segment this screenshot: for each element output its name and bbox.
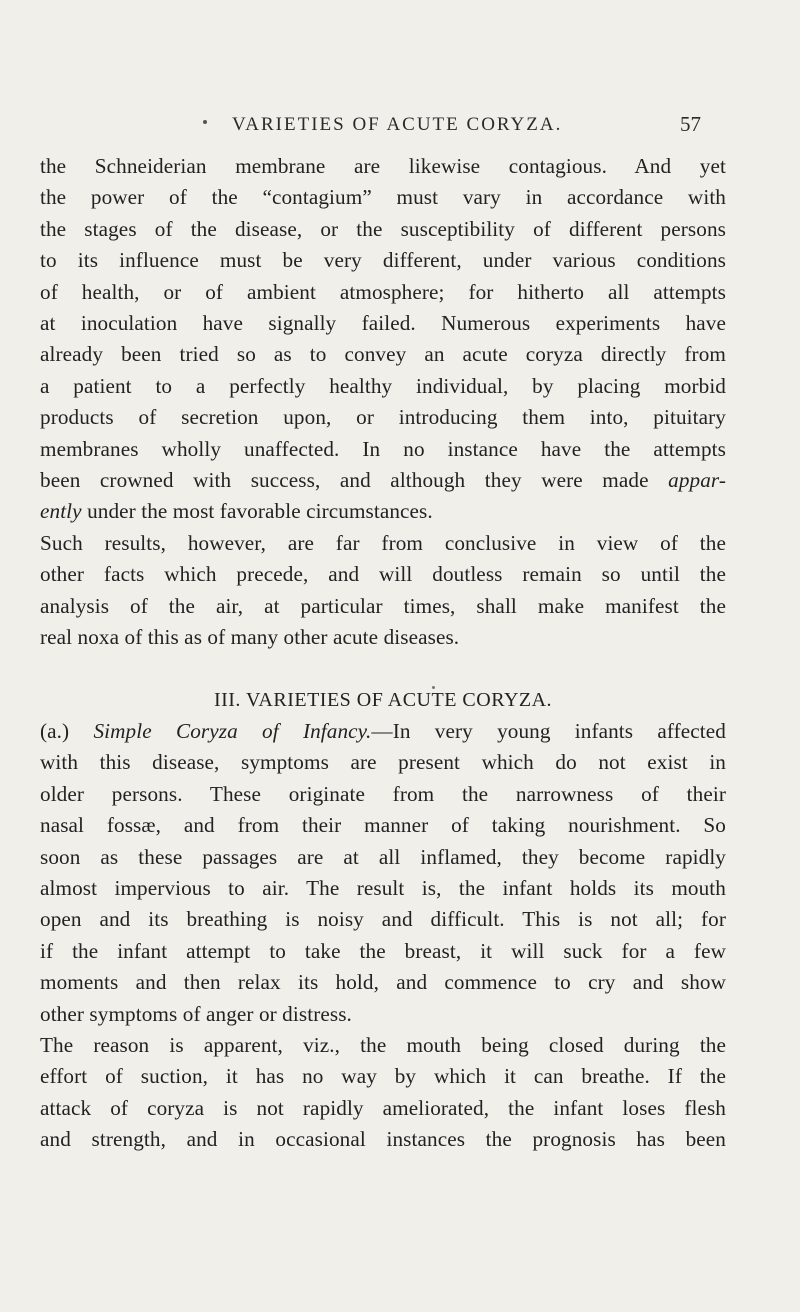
paragraph-2 (40, 528, 726, 654)
text-line: other symptoms of anger or distress. (40, 1001, 352, 1026)
italic-word: appar- (668, 468, 726, 493)
text-line: Such results, however, are far from conclusive in view of the (40, 530, 726, 555)
text-line: almost impervious to air. The result is, the infant holds its mouth (40, 875, 726, 900)
text-line: if the infant attempt to take the breast, it will suck for a few (40, 938, 726, 963)
paragraph-3 (40, 716, 726, 1030)
text-line: a patient to a perfectly healthy individual, by placing morbid (40, 373, 726, 398)
text-line: to its influence must be very different, under various conditions (40, 248, 726, 273)
text-line: other facts which precede, and will doutless remain so until the (40, 562, 726, 587)
header-bullet-mark (203, 120, 207, 124)
text-line: moments and then relax its hold, and commence to cry and show (40, 970, 726, 995)
text-line (40, 496, 726, 527)
text-line: the Schneiderian membrane are likewise contagious. And yet (40, 154, 726, 178)
text-segment: under the most favorable circumstances. (81, 499, 433, 524)
text-line: attack of coryza is not rapidly ameliorated, the infant loses flesh (40, 1095, 726, 1120)
text-line: The reason is apparent, viz., the mouth being closed during the (40, 1032, 726, 1057)
italic-word: ently (40, 499, 82, 524)
text-line: at inoculation have signally failed. Numerous experiments have (40, 311, 726, 336)
text-segment: been crowned with success, and although they were made (40, 468, 649, 493)
print-speck (432, 686, 435, 689)
text-line: membranes wholly unaffected. In no instance have the attempts (40, 436, 726, 461)
body-text (40, 151, 726, 1156)
text-line (40, 465, 726, 496)
subsection-title: Simple Coryza of Infancy. (93, 718, 372, 743)
text-line: open and its breathing is noisy and difficult. This is not all; for (40, 907, 726, 932)
text-line: and strength, and in occasional instances the prognosis has been (40, 1127, 726, 1152)
text-line: the power of the “contagium” must vary in accordance with (40, 185, 726, 210)
text-line: effort of suction, it has no way by which it can breathe. If the (40, 1064, 726, 1089)
text-line: older persons. These originate from the narrowness of their (40, 781, 726, 806)
text-line: analysis of the air, at particular times, shall make manifest the (40, 593, 726, 618)
paragraph-4 (40, 1030, 726, 1156)
running-head (0, 112, 800, 142)
paragraph-1 (40, 151, 726, 528)
section-heading: III. VARIETIES OF ACUTE CORYZA. (213, 688, 553, 711)
text-line: the stages of the disease, or the susceptibility of different persons (40, 216, 726, 241)
running-title: VARIETIES OF ACUTE CORYZA. (232, 114, 563, 135)
text-line: soon as these passages are at all inflamed, they become rapidly (40, 844, 726, 869)
text-line: nasal fossæ, and from their manner of taking nourishment. So (40, 813, 726, 838)
text-line: already been tried so as to convey an acute coryza directly from (40, 342, 726, 367)
subsection-label: (a.) (40, 718, 70, 743)
text-line (40, 716, 726, 747)
text-line: real noxa of this as of many other acute diseases. (40, 625, 460, 650)
text-line: with this disease, symptoms are present which do not exist in (40, 750, 726, 775)
text-line: of health, or of ambient atmosphere; for hitherto all attempts (40, 279, 726, 304)
page-number: 57 (680, 112, 701, 136)
text-line: products of secretion upon, or introducing them into, pituitary (40, 405, 726, 430)
text-segment: —In very young infants affected (371, 718, 726, 743)
